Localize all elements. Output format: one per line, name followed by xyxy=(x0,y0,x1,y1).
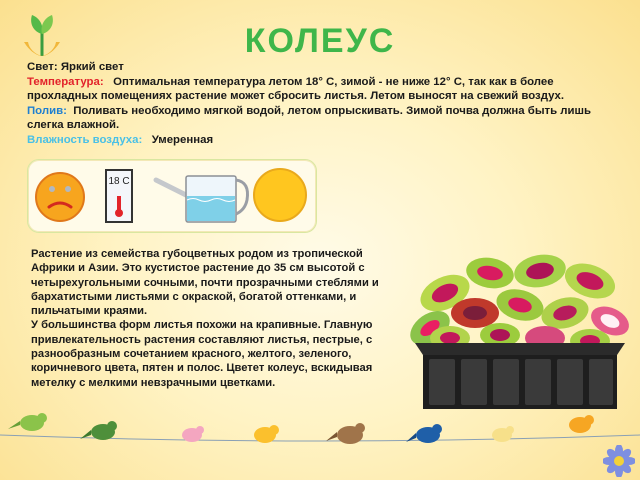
light-label: Свет: xyxy=(27,61,58,73)
watering-label: Полив: xyxy=(27,104,67,117)
care-info xyxy=(27,60,621,147)
bird-icon xyxy=(254,425,279,443)
coleus-plant-image xyxy=(405,243,635,413)
bird-icon xyxy=(80,421,117,440)
bird-icon xyxy=(182,426,204,442)
plant-description xyxy=(31,247,391,390)
temperature-label: Температура: xyxy=(27,75,104,88)
temperature-value: Оптимальная температура летом 18° С, зимой - не ниже 12° С, так как в более прохладных помещениях растение может сбросить листья. Летом выносят на свежий воздух. xyxy=(27,75,565,102)
bird-icon xyxy=(492,426,514,442)
bird-icon xyxy=(569,415,594,433)
care-icons-panel xyxy=(27,159,317,233)
humidity-row xyxy=(27,133,621,148)
humidity-value: Умеренная xyxy=(151,133,214,146)
sad-face-icon xyxy=(36,173,84,221)
description-paragraph-1: Растение из семейства губоцветных родом из тропической Африки и Азии. Это кустистое растение до 35 см высотой с четырехугольными сочными, почти прозрачными стеблями и бархатистыми листьями с окраской, богатой оттенками, и пильчатыми краями. xyxy=(31,248,379,318)
light-row xyxy=(27,60,621,75)
temperature-row xyxy=(27,75,621,104)
page-title: КОЛЕУС xyxy=(244,22,396,60)
watering-can-icon xyxy=(156,176,248,222)
bird-icon xyxy=(8,413,47,431)
flower-icon xyxy=(603,445,635,477)
sun-icon xyxy=(254,169,306,221)
watering-row xyxy=(27,104,621,133)
humidity-label: Влажность воздуха: xyxy=(27,133,143,146)
light-value: Яркий свет xyxy=(60,61,124,73)
thermometer-label: 18 С xyxy=(108,176,130,187)
watering-value: Поливать необходимо мягкой водой, летом опрыскивать. Зимой почва должна быть лишь слегка влажной. xyxy=(27,104,592,131)
description-paragraph-2: У большинства форм листья похожи на крапивные. Главную привлекательность растения составляют листья, пестрые, с разнообразным сочетанием красного, желтого, зеленого, коричневого цвета, пятен и полос. Цветет колеус, вскидывая метелку с мелкими невзрачными цветками. xyxy=(31,319,373,389)
decorative-birds xyxy=(0,405,640,480)
